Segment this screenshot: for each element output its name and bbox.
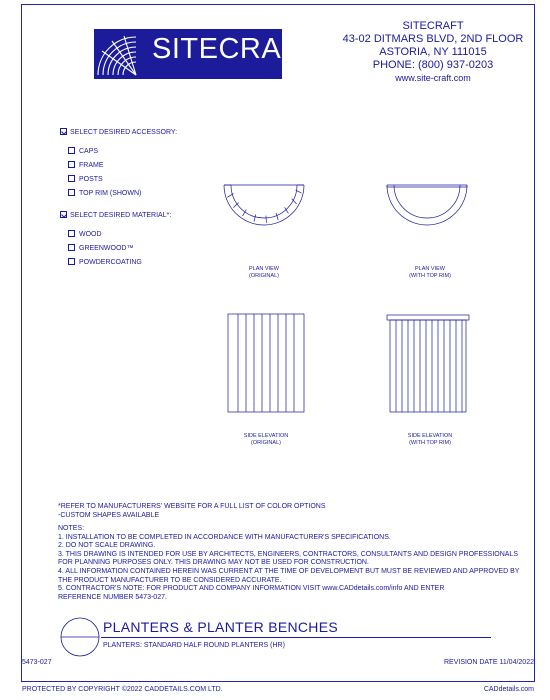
- notes: [58, 525, 519, 602]
- top-rim-checkbox[interactable]: [68, 189, 75, 196]
- material-heading: SELECT DESIRED MATERIAL*:: [70, 212, 172, 219]
- reference-number: 5473-027: [22, 659, 52, 666]
- side-elevation-original-drawing: [224, 312, 308, 416]
- title-divider: [101, 637, 491, 638]
- drawing-subtitle: PLANTERS: STANDARD HALF ROUND PLANTERS (HR): [103, 642, 285, 649]
- company-name: SITECRAFT: [402, 20, 464, 32]
- caption-line: SIDE ELEVATION: [243, 433, 289, 439]
- company-info: [318, 20, 548, 85]
- top-rim-label: TOP RIM (SHOWN): [79, 190, 142, 197]
- caddetails-link[interactable]: CADdetails.com: [483, 686, 534, 693]
- powdercoating-label: POWDERCOATING: [79, 259, 142, 266]
- plan-view-top-rim-drawing: [385, 183, 469, 229]
- caption-line: (ORIGINAL): [251, 440, 281, 446]
- caption-line: (WITH TOP RIM): [409, 273, 451, 279]
- caption-line: PLAN VIEW: [249, 266, 279, 272]
- caption-line: (ORIGINAL): [249, 273, 279, 279]
- revision-date: REVISION DATE 11/04/2022: [443, 659, 534, 666]
- notes-heading: NOTES:: [58, 525, 85, 532]
- side-elevation-top-rim-caption: [380, 433, 480, 447]
- plan-view-top-rim-caption: [380, 266, 480, 280]
- copyright-notice: PROTECTED BY COPYRIGHT ©2022 CADDETAILS.COM LTD.: [22, 686, 223, 693]
- remark-line: -CUSTOM SHAPES AVAILABLE: [58, 511, 160, 519]
- note-line: 2. DO NOT SCALE DRAWING.: [58, 542, 156, 550]
- wood-label: WOOD: [79, 231, 102, 238]
- greenwood-label: GREENWOOD™: [79, 245, 134, 252]
- material-checkbox[interactable]: [60, 211, 67, 218]
- accessory-checkbox[interactable]: [60, 128, 67, 135]
- section-circle-icon: [59, 616, 101, 658]
- company-address-2: ASTORIA, NY 111015: [379, 46, 487, 58]
- caption-line: SIDE ELEVATION: [407, 433, 453, 439]
- frame-label: FRAME: [79, 162, 104, 169]
- side-elevation-top-rim-drawing: [386, 312, 470, 416]
- note-line: 3. THIS DRAWING IS INTENDED FOR USE BY ARCHITECTS, ENGINEERS, CONTRACTORS, CONSULTANTS AND DESIGN PROFESSIONALS: [58, 550, 518, 558]
- caption-line: PLAN VIEW: [415, 266, 445, 272]
- powdercoating-checkbox[interactable]: [68, 258, 75, 265]
- accessory-heading: SELECT DESIRED ACCESSORY:: [70, 129, 178, 136]
- remark-line: *REFER TO MANUFACTURERS' WEBSITE FOR A FULL LIST OF COLOR OPTIONS: [58, 503, 326, 510]
- caps-label: CAPS: [79, 148, 99, 155]
- logo-text: SITECRAFT: [152, 33, 318, 65]
- company-address-1: 43-02 DITMARS BLVD, 2ND FLOOR: [342, 33, 524, 45]
- company-phone: PHONE: (800) 937-0203: [372, 59, 494, 71]
- frame-checkbox[interactable]: [68, 161, 75, 168]
- caption-line: (WITH TOP RIM): [409, 440, 451, 446]
- note-line: REFERENCE NUMBER 5473-027.: [58, 593, 167, 601]
- company-url[interactable]: www.site-craft.com: [395, 73, 471, 83]
- plan-view-original-drawing: [222, 183, 306, 229]
- wood-checkbox[interactable]: [68, 230, 75, 237]
- note-line: FOR PLANNING PURPOSES ONLY. THIS DRAWING MAY NOT BE USED FOR CONSTRUCTION.: [58, 559, 369, 567]
- posts-checkbox[interactable]: [68, 175, 75, 182]
- note-line: 5. CONTRACTOR'S NOTE: FOR PRODUCT AND COMPANY INFORMATION VISIT www.CADdetails.com/info AND ENTER: [58, 585, 445, 593]
- greenwood-checkbox[interactable]: [68, 244, 75, 251]
- note-line: 1. INSTALLATION TO BE COMPLETED IN ACCORDANCE WITH MANUFACTURER'S SPECIFICATIONS.: [58, 533, 391, 541]
- note-line: THE PRODUCT MANUFACTURER TO BE CONSIDERED ACCURATE.: [58, 576, 282, 584]
- drawing-title: PLANTERS & PLANTER BENCHES: [103, 619, 338, 635]
- note-line: 4. ALL INFORMATION CONTAINED HEREIN WAS CURRENT AT THE TIME OF DEVELOPMENT BUT MUST BE REVIEWED AND APPROVED BY: [58, 567, 520, 575]
- plan-view-original-caption: [214, 266, 314, 280]
- caps-checkbox[interactable]: [68, 147, 75, 154]
- side-elevation-original-caption: [216, 433, 316, 447]
- posts-label: POSTS: [79, 176, 103, 183]
- remarks: [58, 503, 326, 520]
